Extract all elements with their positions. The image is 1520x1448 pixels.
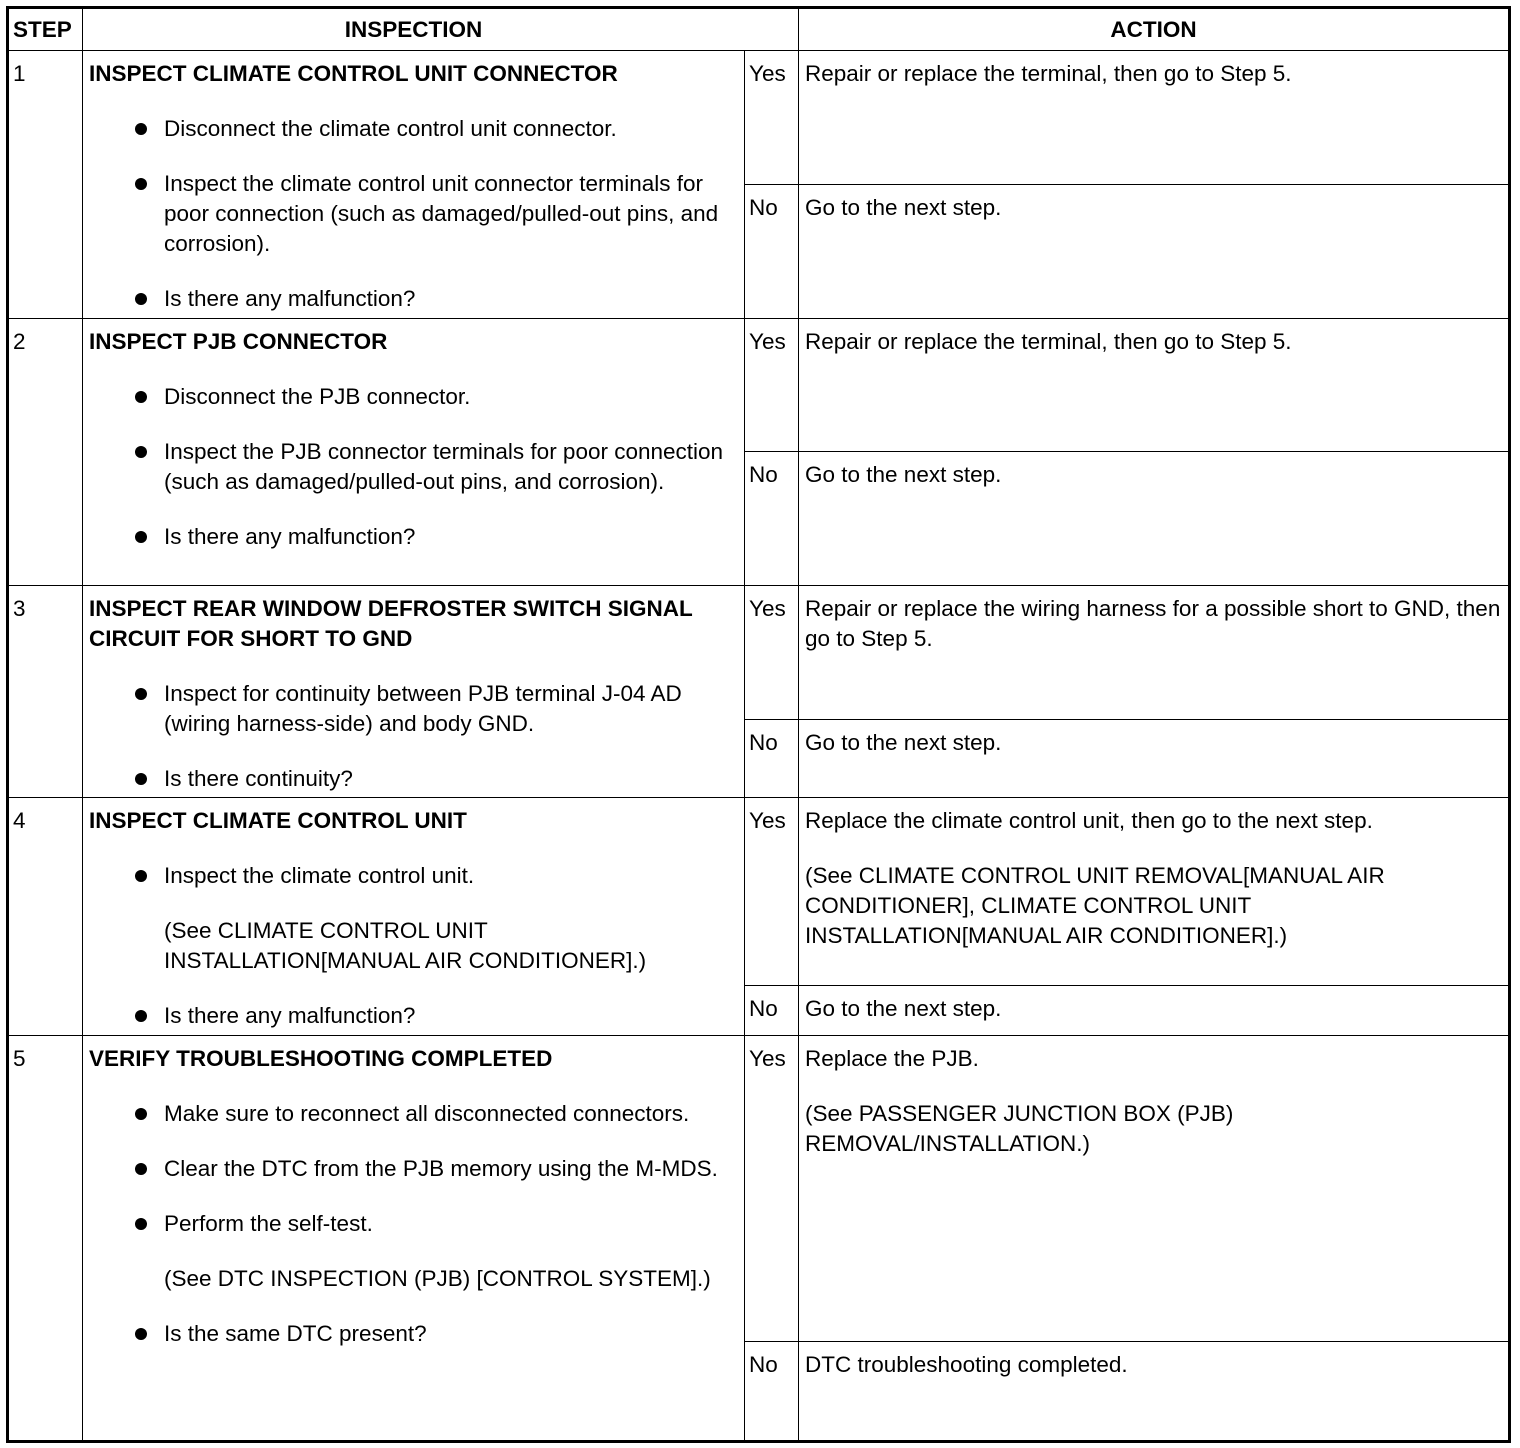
inspection-cell (83, 51, 745, 319)
yes-action (799, 51, 1510, 185)
header-row (8, 8, 1510, 51)
bullet-text: Clear the DTC from the PJB memory using the M-MDS. (164, 1156, 718, 1181)
inspection-title: INSPECT CLIMATE CONTROL UNIT CONNECTOR (89, 61, 618, 86)
bullet-item (89, 861, 738, 976)
action-text: Replace the PJB. (805, 1046, 979, 1071)
inspection-bullets (89, 679, 738, 794)
yes-action (799, 586, 1510, 720)
step-2-yes-row (8, 319, 1510, 452)
yes-action (799, 1036, 1510, 1342)
action-text: Replace the climate control unit, then go to the next step. (805, 808, 1373, 833)
step-1-yes-row (8, 51, 1510, 185)
no-label: No (745, 986, 799, 1036)
inspection-bullets (89, 114, 738, 314)
no-label: No (745, 1342, 799, 1442)
inspection-bullets (89, 382, 738, 552)
header-action: ACTION (799, 8, 1510, 51)
no-action (799, 185, 1510, 319)
bullet-item (89, 169, 738, 259)
no-label: No (745, 720, 799, 798)
inspection-bullets (89, 861, 738, 1031)
bullet-text: Is there any malfunction? (164, 1003, 416, 1028)
bullet-text: Inspect the climate control unit connector terminals for poor connection (such as damaged/pulled-out pins, and corrosion). (164, 171, 719, 256)
step-number: 5 (8, 1036, 83, 1442)
bullet-item (89, 1001, 738, 1031)
inspection-title: INSPECT CLIMATE CONTROL UNIT (89, 808, 467, 833)
action-reference: (See CLIMATE CONTROL UNIT REMOVAL[MANUAL AIR CONDITIONER], CLIMATE CONTROL UNIT INSTALLATION[MANUAL AIR CONDITIONER].) (805, 863, 1385, 948)
bullet-item (89, 1319, 738, 1349)
bullet-item (89, 764, 738, 794)
no-label: No (745, 185, 799, 319)
header-inspection: INSPECTION (83, 8, 799, 51)
no-action (799, 1342, 1510, 1442)
inspection-cell (83, 798, 745, 1036)
action-text: Go to the next step. (805, 195, 1002, 220)
bullet-text: Inspect the climate control unit. (164, 863, 475, 888)
yes-label: Yes (745, 51, 799, 185)
inspection-bullets (89, 1099, 738, 1349)
step-number: 3 (8, 586, 83, 798)
bullet-text: Is there any malfunction? (164, 524, 416, 549)
step-number: 2 (8, 319, 83, 586)
bullet-text: Disconnect the climate control unit connector. (164, 116, 617, 141)
bullet-item (89, 1154, 738, 1184)
bullet-text: Is the same DTC present? (164, 1321, 427, 1346)
action-text: Go to the next step. (805, 996, 1002, 1021)
action-text: Repair or replace the terminal, then go to Step 5. (805, 61, 1292, 86)
inspection-title: VERIFY TROUBLESHOOTING COMPLETED (89, 1046, 553, 1071)
bullet-text: Is there any malfunction? (164, 286, 416, 311)
bullet-text: Perform the self-test. (164, 1211, 373, 1236)
bullet-item (89, 114, 738, 144)
yes-label: Yes (745, 319, 799, 452)
bullet-text: Disconnect the PJB connector. (164, 384, 471, 409)
bullet-item (89, 522, 738, 552)
step-number: 1 (8, 51, 83, 319)
action-text: Repair or replace the wiring harness for a possible short to GND, then go to Step 5. (805, 596, 1501, 651)
action-text: Repair or replace the terminal, then go to Step 5. (805, 329, 1292, 354)
no-action (799, 720, 1510, 798)
inspection-cell (83, 586, 745, 798)
yes-action (799, 319, 1510, 452)
action-reference: (See PASSENGER JUNCTION BOX (PJB) REMOVAL/INSTALLATION.) (805, 1101, 1234, 1156)
inspection-title: INSPECT REAR WINDOW DEFROSTER SWITCH SIGNAL CIRCUIT FOR SHORT TO GND (89, 596, 693, 651)
no-action (799, 986, 1510, 1036)
step-3-yes-row (8, 586, 1510, 720)
action-text: Go to the next step. (805, 730, 1002, 755)
inspection-cell (83, 1036, 745, 1442)
yes-label: Yes (745, 798, 799, 986)
header-step: STEP (8, 8, 83, 51)
bullet-text: Make sure to reconnect all disconnected connectors. (164, 1101, 690, 1126)
bullet-text: Inspect the PJB connector terminals for poor connection (such as damaged/pulled-out pins, and corrosion). (164, 439, 724, 494)
no-label: No (745, 452, 799, 586)
bullet-item (89, 1099, 738, 1129)
no-action (799, 452, 1510, 586)
inspection-cell (83, 319, 745, 586)
action-text: DTC troubleshooting completed. (805, 1352, 1128, 1377)
bullet-note: (See CLIMATE CONTROL UNIT INSTALLATION[MANUAL AIR CONDITIONER].) (164, 918, 647, 973)
yes-action (799, 798, 1510, 986)
action-text: Go to the next step. (805, 462, 1002, 487)
step-number: 4 (8, 798, 83, 1036)
yes-label: Yes (745, 586, 799, 720)
inspection-title: INSPECT PJB CONNECTOR (89, 329, 388, 354)
bullet-text: Inspect for continuity between PJB terminal J-04 AD (wiring harness-side) and body GND. (164, 681, 682, 736)
bullet-item (89, 437, 738, 497)
yes-label: Yes (745, 1036, 799, 1342)
bullet-item (89, 382, 738, 412)
step-4-yes-row (8, 798, 1510, 986)
bullet-text: Is there continuity? (164, 766, 353, 791)
bullet-note: (See DTC INSPECTION (PJB) [CONTROL SYSTEM].) (164, 1266, 711, 1291)
bullet-item (89, 679, 738, 739)
bullet-item (89, 1209, 738, 1294)
step-5-yes-row (8, 1036, 1510, 1342)
troubleshooting-table (6, 6, 1511, 1443)
bullet-item (89, 284, 738, 314)
